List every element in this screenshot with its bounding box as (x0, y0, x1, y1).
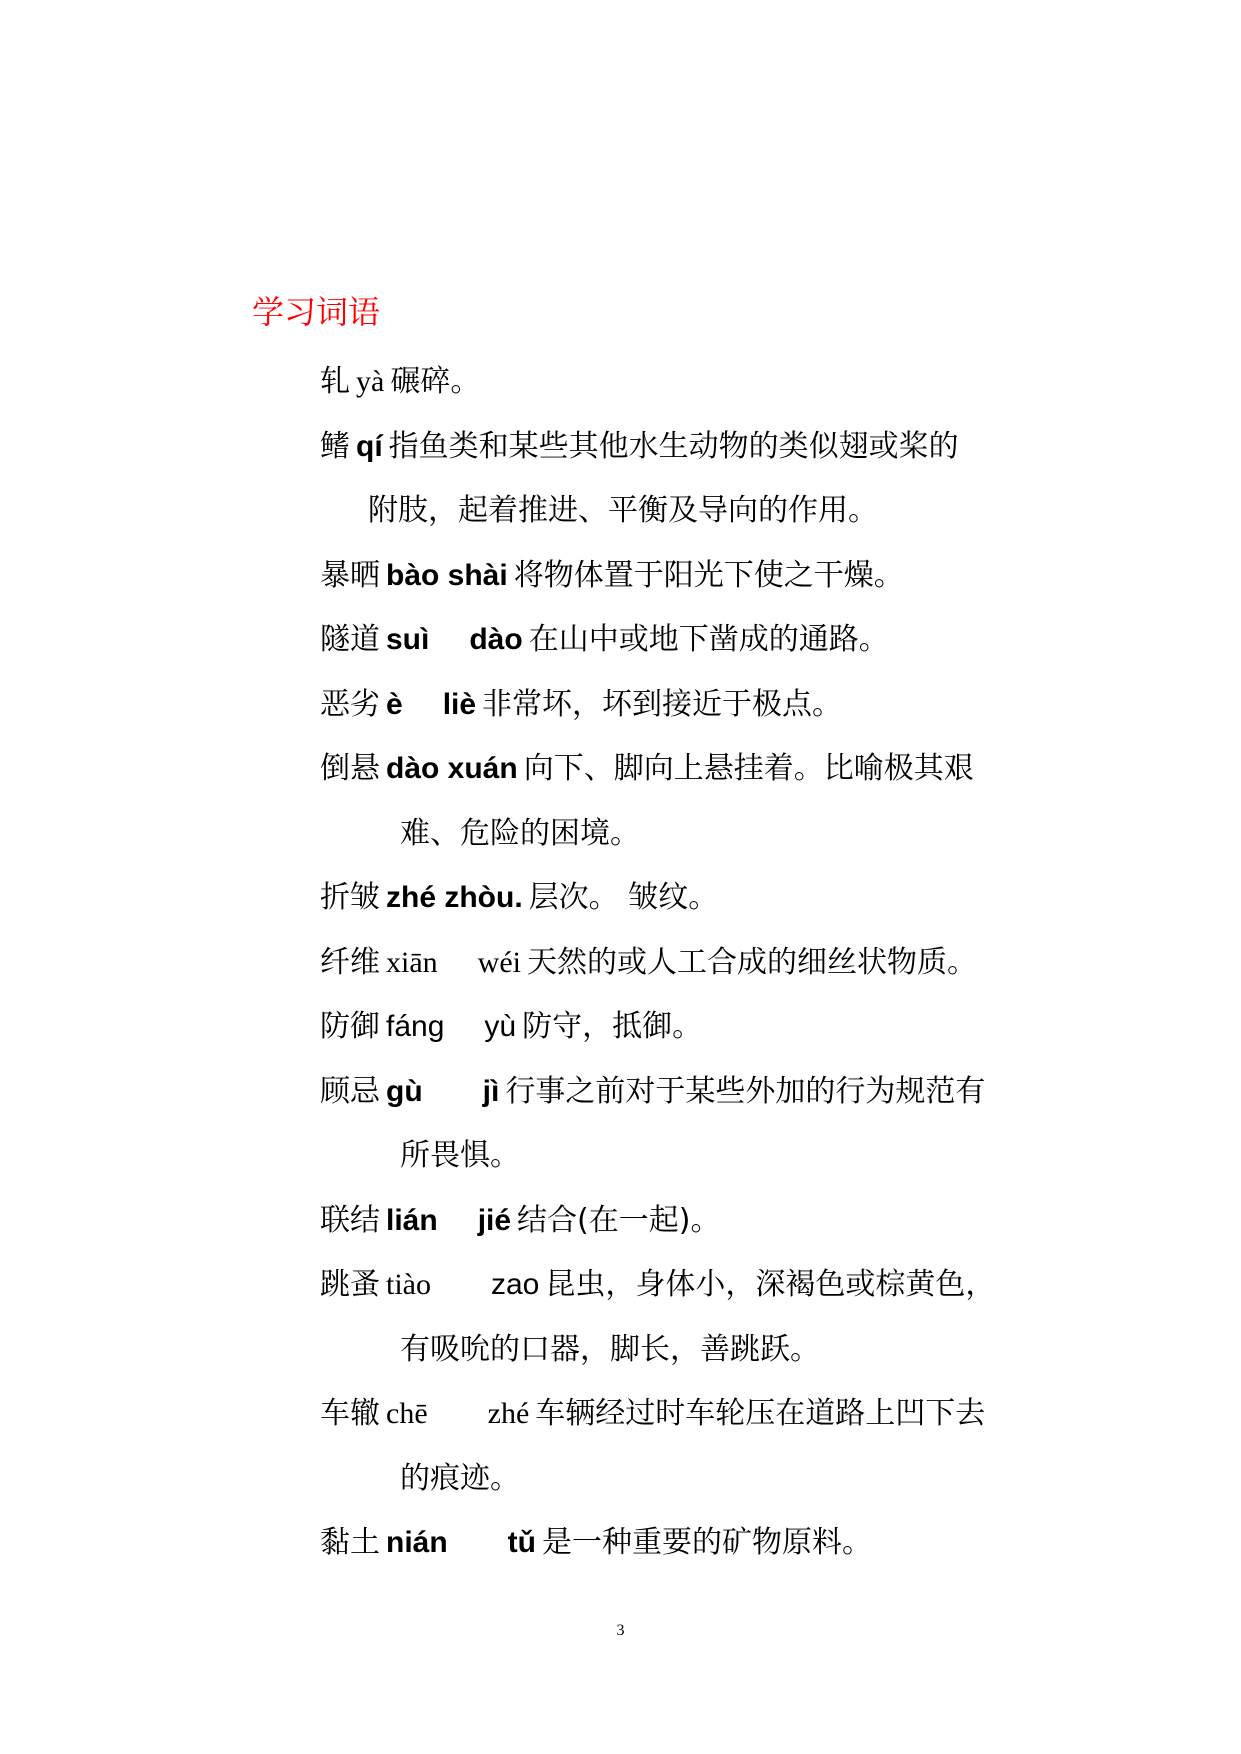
entry-line (320, 350, 1080, 415)
vocab-pinyin: zao (491, 1268, 540, 1301)
vocab-entry (320, 544, 1080, 609)
entry-line (320, 866, 1080, 931)
vocab-pinyin: tǔ (507, 1526, 536, 1559)
vocab-definition: 将物体置于阳光下使之干燥。 (513, 557, 904, 593)
vocab-word: 黏土 (320, 1525, 380, 1560)
vocab-pinyin: jié (477, 1203, 512, 1237)
vocab-definition: 行事之前对于某些外加的行为规范有 (505, 1073, 986, 1109)
vocab-entry (320, 737, 1080, 866)
vocab-pinyin: suì (386, 623, 430, 656)
vocab-pinyin: qí (356, 429, 383, 463)
vocab-definition: 是一种重要的矿物原料。 (542, 1525, 872, 1560)
vocab-pinyin: xiān (386, 945, 438, 979)
vocab-pinyin: nián (386, 1526, 448, 1559)
vocab-pinyin: jì (482, 1074, 500, 1108)
entry-line (320, 995, 1080, 1060)
vocab-entry (320, 866, 1080, 931)
vocab-word: 跳蚤 (320, 1267, 380, 1302)
definition-continuation: 附肢，起着推进、平衡及导向的作用。 (368, 493, 878, 528)
vocab-entry (320, 1253, 1080, 1382)
vocab-definition: 向下、脚向上悬挂着。比喻极其艰 (523, 751, 974, 786)
vocab-entry (320, 673, 1080, 738)
entry-line (320, 931, 1080, 996)
vocab-pinyin: dào (469, 623, 523, 656)
vocab-pinyin: zhé (487, 1397, 530, 1430)
vocab-pinyin: yù (484, 1010, 517, 1043)
vocabulary-list (320, 350, 1080, 1576)
vocab-definition: 在山中或地下凿成的通路。 (528, 622, 889, 657)
vocab-pinyin: zhé zhòu. (386, 881, 523, 914)
vocab-word: 防御 (320, 1009, 380, 1044)
entry-line (320, 415, 1080, 480)
vocab-entry (320, 415, 1080, 544)
vocab-pinyin: dào xuán (386, 752, 518, 785)
entry-line (320, 673, 1080, 738)
entry-line (320, 1253, 1080, 1318)
vocab-definition: 结合(在一起)。 (517, 1202, 721, 1238)
page-number: 3 (616, 1622, 625, 1639)
vocab-word: 轧 (320, 364, 350, 399)
vocab-pinyin: yà (356, 365, 385, 398)
entry-line (320, 1060, 1080, 1125)
entry-line (320, 1511, 1080, 1576)
vocab-definition: 昆虫，身体小，深褐色或棕黄色， (545, 1267, 996, 1302)
vocab-word: 联结 (320, 1202, 380, 1238)
entry-line (320, 1189, 1080, 1254)
vocab-word: 车辙 (320, 1396, 380, 1431)
vocab-pinyin: gù (386, 1074, 423, 1108)
vocab-pinyin: liè (442, 687, 477, 721)
vocab-entry (320, 1511, 1080, 1576)
vocab-definition: 防守，抵御。 (522, 1009, 703, 1044)
vocab-pinyin: bào shài (386, 558, 508, 592)
entry-line (320, 608, 1080, 673)
definition-continuation: 所畏惧。 (400, 1138, 520, 1173)
vocab-definition: 非常坏，坏到接近于极点。 (482, 686, 843, 722)
vocab-definition: 碾碎。 (390, 364, 481, 399)
vocab-word: 恶劣 (320, 686, 380, 722)
vocab-entry (320, 1382, 1080, 1511)
vocab-entry (320, 1060, 1080, 1189)
vocab-word: 鳍 (320, 428, 350, 464)
vocab-pinyin: fáng (386, 1010, 445, 1043)
section-heading: 学习词语 (252, 293, 381, 331)
entry-line (320, 737, 1080, 802)
vocab-entry (320, 608, 1080, 673)
vocab-pinyin: chē (386, 1397, 428, 1430)
vocab-definition: 天然的或人工合成的细丝状物质。 (526, 944, 977, 980)
vocab-entry (320, 1189, 1080, 1254)
vocab-definition: 层次。 皱纹。 (528, 880, 719, 915)
vocab-entry (320, 350, 1080, 415)
vocab-word: 隧道 (320, 622, 380, 657)
vocab-pinyin: wéi (477, 945, 521, 979)
vocab-entry (320, 995, 1080, 1060)
vocab-entry (320, 931, 1080, 996)
vocab-definition: 车辆经过时车轮压在道路上凹下去 (535, 1396, 986, 1431)
entry-line (320, 544, 1080, 609)
vocab-word: 暴晒 (320, 557, 380, 593)
vocab-definition: 指鱼类和某些其他水生动物的类似翅或桨的 (388, 428, 959, 464)
definition-continuation: 的痕迹。 (400, 1460, 520, 1496)
definition-continuation: 有吸吮的口器，脚长，善跳跃。 (400, 1331, 820, 1367)
vocab-pinyin: tiào (386, 1268, 431, 1301)
vocab-word: 倒悬 (320, 751, 380, 786)
vocab-word: 折皱 (320, 880, 380, 915)
definition-continuation: 难、危险的困境。 (400, 815, 640, 851)
entry-line (320, 1382, 1080, 1447)
vocab-pinyin: lián (386, 1203, 438, 1237)
vocab-word: 纤维 (320, 944, 380, 980)
vocab-pinyin: è (386, 687, 403, 721)
vocab-word: 顾忌 (320, 1073, 380, 1109)
